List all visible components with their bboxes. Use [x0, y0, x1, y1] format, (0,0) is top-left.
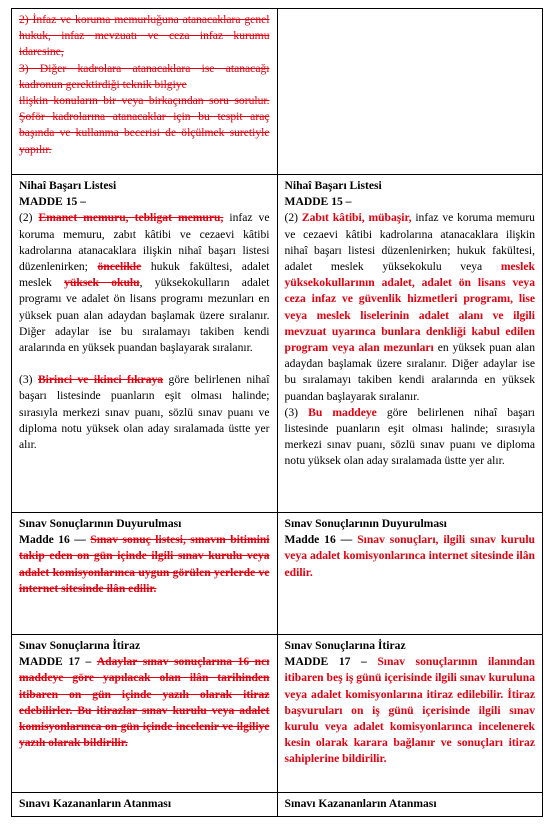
article-number: MADDE 15 –	[284, 195, 352, 209]
new-text-cell	[277, 9, 543, 175]
deleted-text: Emanet memuru, tebligat memuru,	[38, 211, 224, 225]
article-number: Madde 16 —	[284, 533, 353, 547]
old-text-cell	[12, 793, 278, 817]
new-text-cell	[277, 175, 543, 513]
section-heading: Sınavı Kazananların Atanması	[284, 797, 437, 810]
table-row	[12, 513, 543, 635]
comparison-table	[11, 8, 543, 817]
table-row	[12, 793, 543, 817]
deleted-item: 3) Diğer kadrolara atanacaklara ise atanacağı kadronun gerektirdiği teknik bilgiye	[19, 61, 270, 91]
section-heading: Nihaî Başarı Listesi	[19, 179, 117, 192]
old-text-cell	[12, 9, 278, 175]
section-heading: Sınav Sonuçlarına İtiraz	[284, 639, 406, 652]
section-heading: Sınav Sonuçlarına İtiraz	[19, 639, 141, 652]
section-heading: Sınavı Kazananların Atanması	[19, 797, 172, 810]
table-row	[12, 175, 543, 513]
article-number: MADDE 17 –	[19, 655, 92, 669]
deleted-item: 2) İnfaz ve koruma memurluğuna atanacaklara genel hukuk, infaz mevzuatı ve ceza infaz kurumu idaresine,	[19, 13, 270, 59]
added-text: Sınav sonuçlarının ilanından itibaren beş iş günü içerisinde ilgili sınav kuruluna veya adalet komisyonlarına itiraz edilebilir. İtiraz başvuruları on iş günü içerisinde ilgili sınav kurulu veya adalet komisyonlarınca incelenerek kesin olarak karara bağlanır ve sonuçları itiraz sahiplerine bildirilir.	[284, 655, 535, 766]
paragraph-2: (2) Zabıt kâtibi, mübaşir, infaz ve koruma memuru ve cezaevi kâtibi kadrolarına atanacaklara ilişkin nihaî başarı listesi düzenlenirken; hukuk fakültesi, adalet meslek yüksekokulu veya meslek yüksekokullarının adalet, adalet ön lisans veya ceza infaz ve güvenlik hizmetleri programı, lise veya meslek liselerinin adalet alanı ve ilgili mevzuat uyarınca bunlara denkliği kabul edilen program veya alan mezunları en yüksek puan alan adaydan başlamak üzere sıralanır. Diğer adaylar ise bu sıralamayı takiben kendi aralarında en yüksek puandan başlayarak sıralanır.	[284, 211, 535, 403]
new-text-cell	[277, 793, 543, 817]
article-number: MADDE 15 –	[19, 195, 86, 209]
section-heading: Sınav Sonuçlarının Duyurulması	[19, 517, 182, 530]
added-text: Sınav sonuçları, ilgili sınav kurulu veya adalet komisyonlarınca internet sitesinde ilân edilir.	[284, 533, 535, 579]
deleted-text: Sınav sonuç listesi, sınavın bitimini takip eden on gün içinde ilgili sınav kurulu veya adalet komisyonlarınca uygun görülen yerlerde ve internet sitesinde ilân edilir.	[19, 533, 270, 595]
paragraph-2: (2) Emanet memuru, tebligat memuru, infaz ve koruma memuru, zabıt kâtibi ve cezaevi kâtibi kadrolarına atanacaklara ilişkin nihaî başarı listesi düzenlenirken; öncelikle hukuk fakültesi, adalet meslek yüksek okulu, yüksekokulların adalet programı ve adalet ön lisans programı mezunları en yüksek puan alan adaydan başlamak üzere sıralanır. Diğer adaylar ise bu sıralamayı takiben kendi aralarında en yüksek puandan başlayarak sıralanır.	[19, 211, 270, 355]
deleted-item: ilişkin konuların bir veya birkaçından soru sorulur. Şoför kadrolarına atanacaklar için bu tespit araç başında ve kullanma becerisi de ölçülmek suretiyle yapılır.	[19, 94, 270, 156]
new-text-cell	[277, 635, 543, 793]
old-text-cell	[12, 175, 278, 513]
section-heading: Nihaî Başarı Listesi	[284, 179, 382, 192]
deleted-text: yüksek okulu	[64, 276, 140, 290]
new-text-cell	[277, 513, 543, 635]
deleted-text: öncelikle	[97, 260, 142, 274]
article-number: MADDE 17 –	[284, 655, 367, 669]
added-text: Bu maddeye	[308, 405, 377, 419]
added-text: meslek yüksekokullarının adalet, adalet ön lisans veya ceza infaz ve güvenlik hizmetleri programı, lise veya meslek liselerinin adalet alanı ve ilgili mevzuat uyarınca bunlara denkliği kabul edilen program veya alan mezunları	[284, 260, 535, 355]
table-row	[12, 635, 543, 793]
deleted-text: Adaylar sınav sonuçlarına 16 ncı maddeye göre yapılacak olan ilân tarihinden itibaren on gün içinde yazılı olarak itiraz edebilirler. Bu itirazlar sınav kurulu veya adalet komisyonlarınca on gün içinde incelenir ve ilgiliye yazılı olarak bildirilir.	[19, 655, 270, 750]
old-text-cell	[12, 635, 278, 793]
old-text-cell	[12, 513, 278, 635]
table-row	[12, 9, 543, 175]
paragraph-3: (3) Birinci ve ikinci fıkraya göre belirlenen nihaî başarı listesinde puanların eşit olması halinde; sırasıyla merkezi sınav puanı, sözlü sınav puanı ve diploma notu yüksek olan aday sıralamada üstte yer alır.	[19, 373, 270, 452]
paragraph-3: (3) Bu maddeye göre belirlenen nihaî başarı listesinde puanların eşit olması halinde; sırasıyla merkezi sınav puanı, sözlü sınav puanı ve diploma notu yüksek olan aday sıralamada üstte yer alır.	[284, 405, 535, 468]
deleted-text: Birinci ve ikinci fıkraya	[37, 373, 164, 387]
article-number: Madde 16 —	[19, 533, 86, 547]
added-text: Zabıt kâtibi, mübaşir,	[301, 211, 412, 225]
section-heading: Sınav Sonuçlarının Duyurulması	[284, 517, 447, 530]
